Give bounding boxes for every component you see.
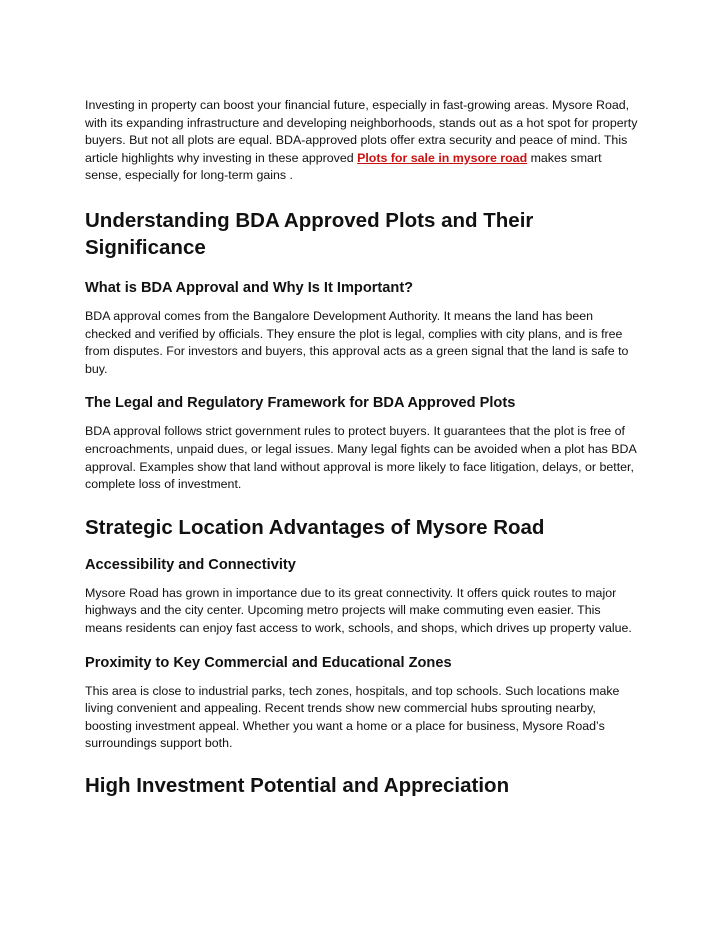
subheading-proximity-zones: Proximity to Key Commercial and Educational Zones — [85, 654, 452, 671]
intro-text-after-link: makes smart sense, especially for long-term gains . — [85, 150, 602, 183]
section-heading-understanding-bda: Understanding BDA Approved Plots and Their Significance — [85, 208, 534, 259]
intro-paragraph — [85, 97, 640, 185]
subheading-legal-framework: The Legal and Regulatory Framework for BDA Approved Plots — [85, 395, 516, 412]
document-page — [85, 97, 640, 799]
paragraph-accessibility: Mysore Road has grown in importance due to its great connectivity. It offers quick routes to major highways and the city center. Upcoming metro projects will make commuting even easier. This means residents can enjoy fast access to work, schools, and shops, which drives up property value. — [85, 585, 632, 635]
paragraph-proximity-zones: This area is close to industrial parks, tech zones, hospitals, and top schools. Such locations make living convenient and appealing. Recent trends show new commercial hubs sprouting nearby, boosting investment appeal. Whether you want a home or a place for business, Mysore Road’s surroundings support both. — [85, 683, 620, 751]
section-heading-investment-potential: High Investment Potential and Appreciation — [85, 773, 510, 797]
subheading-accessibility: Accessibility and Connectivity — [85, 556, 296, 573]
plots-for-sale-link[interactable]: Plots for sale in mysore road — [357, 150, 528, 165]
section-heading-location-advantages: Strategic Location Advantages of Mysore Road — [85, 515, 545, 539]
paragraph-legal-framework: BDA approval follows strict government rules to protect buyers. It guarantees that the plot is free of encroachments, unpaid dues, or legal issues. Many legal fights can be avoided when a plot has BDA approval. Examples show that land without approval is more likely to face litigation, delays, or better, complete loss of investment. — [85, 424, 637, 492]
subheading-what-is-bda-approval: What is BDA Approval and Why Is It Important? — [85, 279, 414, 296]
intro-text-before-link: Investing in property can boost your financial future, especially in fast-growing areas. Mysore Road, with its expanding infrastructure and developing neighborhoods, stands out as a hot spot for property buyers. But not all plots are equal. BDA-approved plots offer extra security and peace of mind. This article highlights why investing in these approved — [85, 98, 638, 165]
paragraph-what-is-bda-approval: BDA approval comes from the Bangalore Development Authority. It means the land has been checked and verified by officials. They ensure the plot is legal, complies with city plans, and is free from disputes. For investors and buyers, this approval acts as a green signal that the land is safe to buy. — [85, 308, 629, 376]
